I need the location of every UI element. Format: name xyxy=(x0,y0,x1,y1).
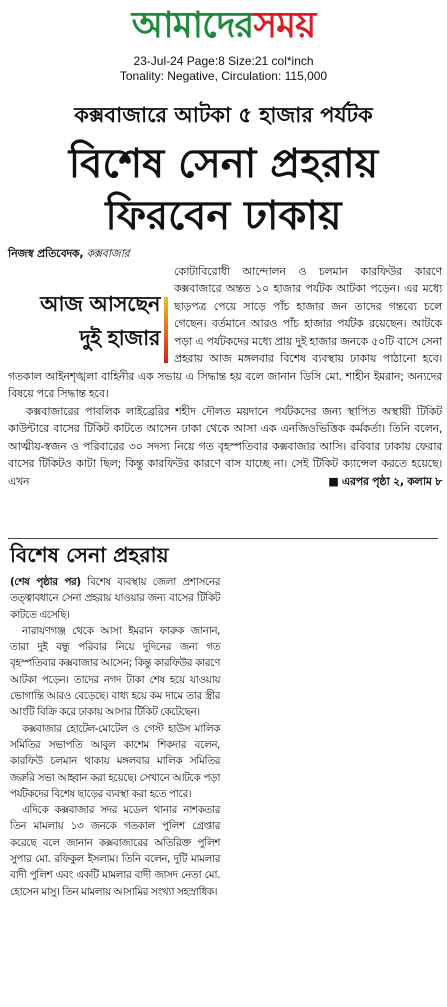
continuation-body xyxy=(10,574,220,900)
headline-line-2: ফিরবেন ঢাকায় xyxy=(105,192,342,239)
section-divider xyxy=(8,538,438,539)
inline-highlight-line-1: আজ আসছেন xyxy=(40,290,160,316)
meta-tonality: Tonality: Negative, Circulation: 115,000 xyxy=(119,69,328,83)
article-body xyxy=(8,245,442,490)
continuation-label: (শেষ পৃষ্ঠার পর) xyxy=(10,576,81,588)
paragraph-1 xyxy=(8,245,442,403)
continuation-paragraph-2: নারায়ণগঞ্জ থেকে আসা ইমরান ফারুক জানান, তারা দুই বন্ধু পরিবার নিয়ে দুদিনের জন্য গত বৃহস্পতিবার কক্সবাজার আসেন; কিন্তু কারফিউর কারণে আটকা পড়েন। তাদের নগদ টাকা শেষ হয়ে যাওয়ায় ভোগান্তি আরও বেড়েছে। বাধ্য হয়ে কম দামে তার স্ত্রীর আংটি বিক্রি করে ঢাকায় আসার টিকিট কেটেছেন। xyxy=(10,624,220,719)
paragraph-1-text: কোটাবিরোধী আন্দোলন ও চলমান কারফিউর কারণে কক্সবাজারে অন্তত ১০ হাজার পর্যটক আটকা পড়েন। এর মধ্যে ছাড়পত্র পেয়ে সাড়ে পাঁচ হাজার জন তাদের গন্তব্যে চলে গেছেন। বর্তমানে আরও পাঁচ হাজার পর্যটক রয়েছেন। আটকে পড়া এ পর্যটকদের মধ্যে প্রায় দুই হাজার জনকে ৫০টি বাসে সেনা প্রহরায় আজ মঙ্গলবার বিশেষ ব্যবস্থায় ঢাকায় পাঠানো হবে। গতকাল আইনশৃঙ্খলা বাহিনীর এক সভায় এ সিদ্ধান্ত হয় বলে জানান ডিসি মো. শাহীন ইমরান; অন্যদের বিষয়ে পরে সিদ্ধান্ত হবে। xyxy=(8,264,442,400)
inline-highlight-line-2: দুই হাজার xyxy=(79,324,160,350)
byline-name: নিজস্ব প্রতিবেদক, xyxy=(8,247,84,260)
continuation-title: বিশেষ সেনা প্রহরায় xyxy=(10,543,169,567)
masthead-part-a: আমাদের xyxy=(131,4,254,46)
meta-date-page: 23-Jul-24 Page:8 Size:21 col*inch xyxy=(133,54,314,68)
masthead-part-b: সময় xyxy=(253,4,316,46)
byline-place: কক্সবাজার xyxy=(86,247,130,260)
newspaper-masthead xyxy=(0,0,447,50)
inline-highlight-box xyxy=(8,290,168,365)
highlight-bar xyxy=(164,297,168,363)
continuation-paragraph-1-text: বিশেষ ব্যবস্থায় জেলা প্রশাসনের তত্ত্বাবধানে সেনা প্রহরায় যাওয়ার জন্য বাসের টিকিট কাটতে এসেছি। xyxy=(10,576,220,621)
continued-marker: ■ এরপর পৃষ্ঠা ২, কলাম ৮ xyxy=(328,474,442,488)
headline-line-1: বিশেষ সেনা প্রহরায় xyxy=(68,140,379,187)
continuation-paragraph-1 xyxy=(10,574,220,623)
continuation-paragraph-4: এদিকে কক্সবাজার সদর মডেল থানার নাশকতার তিন মামলায় ১৩ জনকে গতকাল পুলিশ গ্রেপ্তার করেছে বলে জানান কক্সবাজারের অতিরিক্ত পুলিশ সুপার মো. রফিকুল ইসলাম। তিনি বলেন, দুটি মামলার বাদী পুলিশ এবং একটি মামলার বাদী জাসদ নেতা মো. হোসেন মাসু। তিন মামলায় আসামির সংখ্যা সহস্রাধিক। xyxy=(10,804,220,898)
paragraph-2 xyxy=(8,403,442,491)
clipping-meta xyxy=(0,54,447,84)
continuation-paragraph-3: কক্সবাজার হোটেল-মোটেল ও গেস্ট হাউস মালিক সমিতির সভাপতি আবুল কাশেম শিকদার বলেন, কারফিউ চলমান থাকায় মঙ্গলবার মালিক সমিতির জরুরি সভা আহ্বান করা হয়েছে। সেখানে আটকে পড়া পর্যটকদের বিশেষ ছাড়ের ব্যবস্থা করা হতে পারে। xyxy=(10,722,220,800)
paragraph-2-text: কক্সবাজারের পাবলিক লাইব্রেরির শহীদ দৌলত ময়দানে পর্যটকদের জন্য স্থাপিত অস্থায়ী টিকিট কাউন্টারে বাসের টিকিট কাটতে আসেন ঢাকা থেকে আসা এক এনজিওভিত্তিক কর্মকর্তা। তিনি বলেন, আত্মীয়-স্বজন ও পরিবারের ৩০ সদস্য নিয়ে গত বৃহস্পতিবার কক্সবাজার আসি। রবিবার ঢাকায় ফেরার বাসের টিকিটও কাটা ছিল; কিন্তু কারফিউর কারণে বাস যাচ্ছে না। সেই টিকিট ক্যান্সেল করতে হয়েছে। এখন xyxy=(8,404,443,488)
article-kicker: কক্সবাজারে আটকা ৫ হাজার পর্যটক xyxy=(74,103,373,127)
